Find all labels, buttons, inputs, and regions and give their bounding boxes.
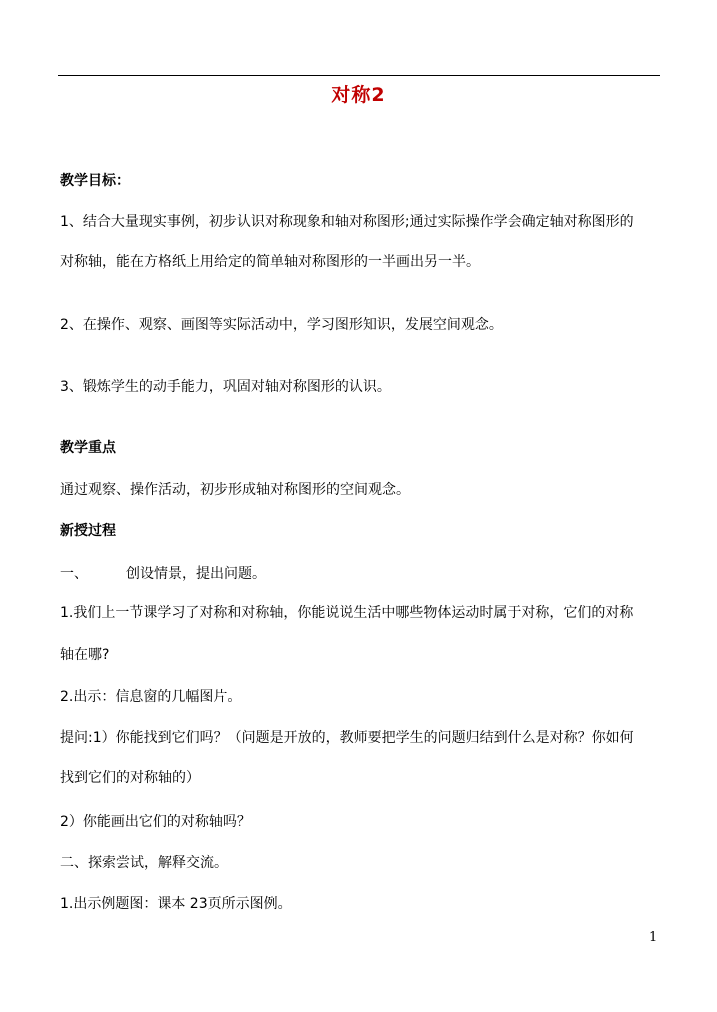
goal-1-line-1: 1、结合大量现实事例，初步认识对称现象和轴对称图形;通过实际操作学会确定轴对称图形的	[60, 214, 634, 230]
page-number: 1	[649, 930, 658, 945]
step-2: 二、探索尝试，解释交流。	[60, 855, 228, 871]
goal-1-line-2: 对称轴，能在方格纸上用给定的简单轴对称图形的一半画出另一半。	[60, 254, 480, 270]
paragraph-1-line-2: 轴在哪?	[60, 647, 110, 663]
step-1	[60, 563, 266, 583]
paragraph-1-line-1: 1.我们上一节课学习了对称和对称轴，你能说说生活中哪些物体运动时属于对称，它们的对称	[60, 605, 634, 621]
step-1-number: 一、	[60, 566, 88, 582]
key-points-text: 通过观察、操作活动，初步形成轴对称图形的空间观念。	[60, 482, 410, 498]
page-title: 对称2	[331, 84, 386, 106]
question-1-line-1: 提问:1）你能找到它们吗？（问题是开放的，教师要把学生的问题归结到什么是对称？你如何	[60, 730, 634, 746]
question-1-line-2: 找到它们的对称轴的）	[60, 770, 200, 786]
goals-heading: 教学目标：	[60, 173, 130, 189]
goal-2: 2、在操作、观察、画图等实际活动中，学习图形知识，发展空间观念。	[60, 317, 503, 333]
paragraph-2: 2.出示：信息窗的几幅图片。	[60, 689, 242, 705]
process-heading: 新授过程	[60, 523, 116, 539]
goal-3: 3、锻炼学生的动手能力，巩固对轴对称图形的认识。	[60, 379, 391, 395]
paragraph-3: 1.出示例题图：课本 23页所示图例。	[60, 896, 292, 912]
key-points-heading: 教学重点	[60, 440, 116, 456]
header-rule	[58, 75, 660, 76]
question-2: 2）你能画出它们的对称轴吗？	[60, 814, 251, 830]
step-1-text: 创设情景，提出问题。	[126, 566, 266, 582]
